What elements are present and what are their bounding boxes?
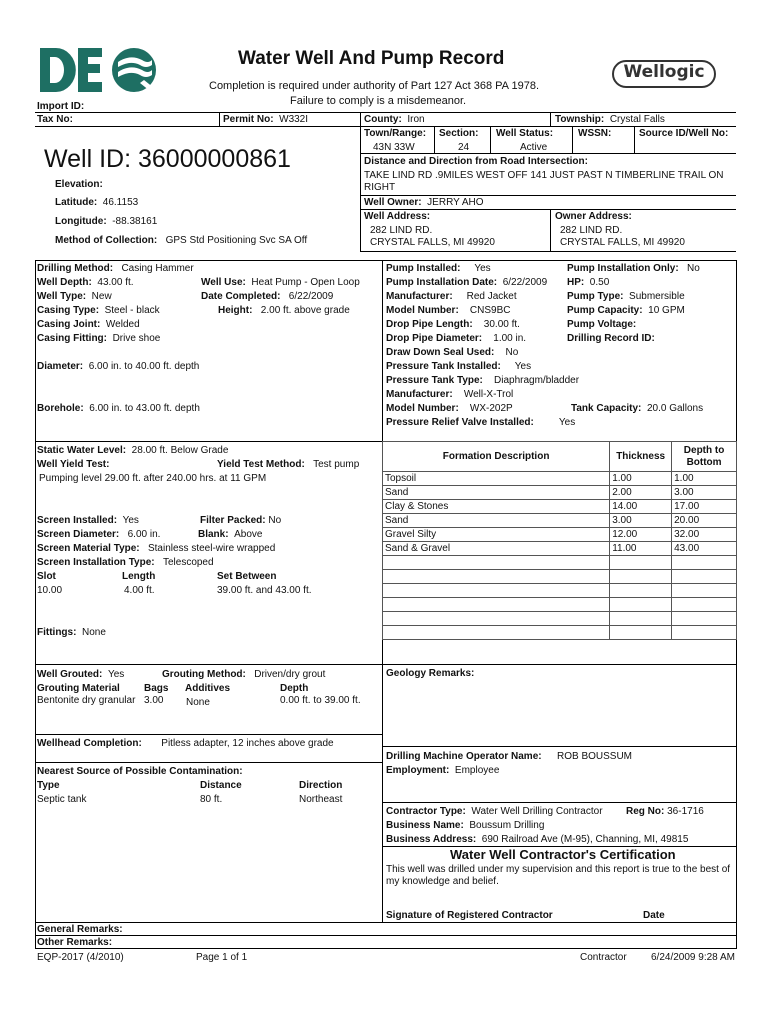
- certification-line2: my knowledge and belief.: [386, 876, 499, 887]
- formation-desc-cell: [383, 598, 610, 612]
- table-row: [383, 500, 737, 514]
- formation-desc-cell: Gravel Silty: [383, 528, 610, 542]
- static-water-level: Static Water Level: 28.00 ft. Below Grade: [37, 445, 229, 456]
- casing-joint: Casing Joint: Welded: [37, 319, 140, 330]
- source-id-label: Source ID/Well No:: [639, 128, 729, 139]
- contam-type-label: Type: [37, 780, 60, 791]
- relief-valve: Pressure Relief Valve Installed: Yes: [386, 417, 576, 428]
- length-label: Length: [122, 571, 156, 582]
- drop-pipe-length: Drop Pipe Length: 30.00 ft.: [386, 319, 520, 330]
- thickness-header: Thickness: [610, 442, 672, 472]
- owner-address-line2: CRYSTAL FALLS, MI 49920: [560, 237, 685, 248]
- latitude: Latitude: 46.1153: [55, 197, 139, 208]
- table-row: [383, 486, 737, 500]
- general-remarks-label: General Remarks:: [37, 924, 123, 935]
- borehole: Borehole: 6.00 in. to 43.00 ft. depth: [37, 403, 200, 414]
- table-row: [383, 584, 737, 598]
- formation-depth-cell: [672, 598, 737, 612]
- formation-thick-cell: [610, 570, 672, 584]
- contam-direction-value: Northeast: [299, 794, 343, 805]
- additives-value: None: [186, 697, 210, 708]
- casing-type: Casing Type: Steel - black: [37, 305, 160, 316]
- page-title: Water Well And Pump Record: [238, 48, 505, 69]
- formation-thick-cell: 3.00: [610, 514, 672, 528]
- table-row: [383, 542, 737, 556]
- date-label: Date: [643, 910, 665, 921]
- contam-distance-value: 80 ft.: [200, 794, 223, 805]
- contam-distance-label: Distance: [200, 780, 242, 791]
- longitude: Longitude: -88.38161: [55, 216, 158, 227]
- geology-remarks-label: Geology Remarks:: [386, 668, 475, 679]
- date-completed: Date Completed: 6/22/2009: [201, 291, 334, 302]
- tank-capacity: Tank Capacity: 20.0 Gallons: [571, 403, 704, 414]
- import-id-label: Import ID:: [37, 101, 85, 112]
- contractor-type: Contractor Type: Water Well Drilling Contractor: [386, 806, 603, 817]
- formation-table: [382, 441, 737, 640]
- grouting-material-value: Bentonite dry granular: [37, 695, 136, 706]
- table-row: [383, 528, 737, 542]
- section-value: 24: [458, 142, 470, 153]
- certification-line1: This well was drilled under my supervision and this report is true to the best of: [386, 864, 731, 875]
- well-owner: Well Owner: JERRY AHO: [364, 197, 484, 208]
- draw-down-seal: Draw Down Seal Used: No: [386, 347, 519, 358]
- formation-desc-cell: Topsoil: [383, 472, 610, 486]
- formation-desc-cell: Sand: [383, 514, 610, 528]
- table-row: [383, 626, 737, 640]
- form-id: EQP-2017 (4/2010): [37, 952, 124, 963]
- well-type: Well Type: New: [37, 291, 112, 302]
- drop-pipe-diameter: Drop Pipe Diameter: 1.00 in.: [386, 333, 527, 344]
- table-row: [383, 556, 737, 570]
- filter-packed: Filter Packed: No: [200, 515, 282, 526]
- operator-name: Drilling Machine Operator Name:: [386, 751, 542, 762]
- owner-address-label: Owner Address:: [555, 211, 632, 222]
- section-label: Section:: [439, 128, 479, 139]
- pump-capacity: Pump Capacity: 10 GPM: [567, 305, 685, 316]
- depth-label: Depth: [280, 683, 309, 694]
- formation-desc-cell: Clay & Stones: [383, 500, 610, 514]
- wellhead-completion: Wellhead Completion: Pitless adapter, 12 inches above grade: [37, 738, 334, 749]
- permit-no: Permit No: W332I: [223, 114, 309, 125]
- formation-desc-cell: [383, 556, 610, 570]
- pump-manufacturer: Manufacturer: Red Jacket: [386, 291, 517, 302]
- additives-label: Additives: [185, 683, 231, 694]
- tax-no-label: Tax No:: [37, 114, 73, 125]
- set-between-value: 39.00 ft. and 43.00 ft.: [217, 585, 312, 596]
- table-row: [383, 472, 737, 486]
- tank-manufacturer: Manufacturer: Well-X-Trol: [386, 389, 514, 400]
- table-row: [383, 598, 737, 612]
- distance-line1: TAKE LIND RD .9MILES WEST OFF 141 JUST PAST N TIMBERLINE TRAIL ON: [364, 170, 724, 181]
- depth-value: 0.00 ft. to 39.00 ft.: [280, 695, 361, 706]
- operator-value: ROB BOUSSUM: [557, 751, 633, 762]
- wellogic-logo: Wellogic: [612, 60, 716, 88]
- screen-material: Screen Material Type: Stainless steel-wire wrapped: [37, 543, 276, 554]
- pump-voltage-label: Pump Voltage:: [567, 319, 637, 330]
- screen-installation-type: Screen Installation Type: Telescoped: [37, 557, 214, 568]
- well-status-value: Active: [520, 142, 548, 153]
- other-remarks-label: Other Remarks:: [37, 937, 113, 948]
- formation-desc-cell: Sand & Gravel: [383, 542, 610, 556]
- town-range-value: 43N 33W: [373, 142, 415, 153]
- formation-desc-cell: [383, 626, 610, 640]
- employment: Employment: Employee: [386, 765, 500, 776]
- formation-desc-cell: Sand: [383, 486, 610, 500]
- table-row: [383, 570, 737, 584]
- pump-type: Pump Type: Submersible: [567, 291, 685, 302]
- formation-thick-cell: [610, 584, 672, 598]
- formation-depth-cell: 20.00: [672, 514, 737, 528]
- grouting-method: Grouting Method: Driven/dry grout: [162, 669, 326, 680]
- pressure-tank-installed: Pressure Tank Installed: Yes: [386, 361, 532, 372]
- formation-depth-cell: 3.00: [672, 486, 737, 500]
- signature-label: Signature of Registered Contractor: [386, 910, 553, 921]
- reg-no: Reg No: 36-1716: [626, 806, 704, 817]
- distance-label: Distance and Direction from Road Intersection:: [364, 156, 588, 167]
- pump-installation-only: Pump Installation Only: No: [567, 263, 700, 274]
- bags-value: 3.00: [144, 695, 164, 706]
- blank: Blank: Above: [198, 529, 263, 540]
- owner-address-line1: 282 LIND RD.: [560, 225, 623, 236]
- grouting-material-label: Grouting Material: [37, 683, 120, 694]
- well-status-label: Well Status:: [496, 128, 554, 139]
- formation-depth-cell: 1.00: [672, 472, 737, 486]
- formation-thick-cell: 2.00: [610, 486, 672, 500]
- method-of-collection: Method of Collection: GPS Std Positioning Svc SA Off: [55, 235, 308, 246]
- drilling-record-id-label: Drilling Record ID:: [567, 333, 655, 344]
- yield-test-method: Yield Test Method: Test pump: [217, 459, 360, 470]
- contamination-label: Nearest Source of Possible Contamination:: [37, 766, 243, 777]
- tank-model: Model Number: WX-202P: [386, 403, 513, 414]
- pumping-level: Pumping level 29.00 ft. after 240.00 hrs. at 11 GPM: [39, 473, 267, 484]
- business-name: Business Name: Boussum Drilling: [386, 820, 545, 831]
- timestamp: 6/24/2009 9:28 AM: [651, 952, 735, 963]
- height: Height: 2.00 ft. above grade: [218, 305, 350, 316]
- depth-header: Depth to Bottom: [672, 442, 737, 472]
- length-value: 4.00 ft.: [124, 585, 155, 596]
- screen-diameter: Screen Diameter: 6.00 in.: [37, 529, 161, 540]
- well-depth: Well Depth: 43.00 ft.: [37, 277, 134, 288]
- bags-label: Bags: [144, 683, 169, 694]
- formation-thick-cell: 14.00: [610, 500, 672, 514]
- formation-thick-cell: 11.00: [610, 542, 672, 556]
- slot-value: 10.00: [37, 585, 63, 596]
- formation-depth-cell: [672, 584, 737, 598]
- divider: [35, 112, 736, 113]
- formation-thick-cell: [610, 626, 672, 640]
- screen-installed: Screen Installed: Yes: [37, 515, 139, 526]
- set-between-label: Set Between: [217, 571, 277, 582]
- formation-depth-cell: [672, 626, 737, 640]
- authority-text: Completion is required under authority of Part 127 Act 368 PA 1978.: [209, 80, 539, 92]
- pump-installed: Pump Installed: Yes: [386, 263, 491, 274]
- formation-depth-cell: [672, 612, 737, 626]
- formation-thick-cell: [610, 556, 672, 570]
- town-range-label: Town/Range:: [364, 128, 427, 139]
- certification-title: Water Well Contractor's Certification: [450, 847, 676, 862]
- formation-thick-cell: 12.00: [610, 528, 672, 542]
- pump-model: Model Number: CNS9BC: [386, 305, 511, 316]
- formation-depth-cell: 43.00: [672, 542, 737, 556]
- formation-depth-cell: [672, 556, 737, 570]
- page-number: Page 1 of 1: [196, 952, 248, 963]
- well-address-line2: CRYSTAL FALLS, MI 49920: [370, 237, 495, 248]
- county: County: Iron: [364, 114, 425, 125]
- formation-depth-cell: 17.00: [672, 500, 737, 514]
- formation-depth-cell: 32.00: [672, 528, 737, 542]
- wssn-label: WSSN:: [578, 128, 612, 139]
- casing-fitting: Casing Fitting: Drive shoe: [37, 333, 161, 344]
- table-row: [383, 612, 737, 626]
- well-id: Well ID: 36000000861: [44, 145, 291, 173]
- elevation-label: Elevation:: [55, 179, 103, 190]
- penalty-text: Failure to comply is a misdemeanor.: [290, 95, 467, 107]
- well-address-label: Well Address:: [364, 211, 431, 222]
- pump-installation-date: Pump Installation Date: 6/22/2009: [386, 277, 548, 288]
- role: Contractor: [580, 952, 627, 963]
- business-address: Business Address: 690 Railroad Ave (M-95), Channing, MI, 49815: [386, 834, 689, 845]
- contam-direction-label: Direction: [299, 780, 343, 791]
- formation-thick-cell: 1.00: [610, 472, 672, 486]
- formation-thick-cell: [610, 598, 672, 612]
- formation-desc-cell: [383, 584, 610, 598]
- well-yield-test-label: Well Yield Test:: [37, 459, 110, 470]
- well-use: Well Use: Heat Pump - Open Loop: [201, 277, 360, 288]
- table-row: [383, 514, 737, 528]
- well-grouted: Well Grouted: Yes: [37, 669, 125, 680]
- slot-label: Slot: [37, 571, 56, 582]
- pressure-tank-type: Pressure Tank Type: Diaphragm/bladder: [386, 375, 580, 386]
- formation-desc-cell: [383, 612, 610, 626]
- fittings: Fittings: None: [37, 627, 106, 638]
- hp: HP: 0.50: [567, 277, 610, 288]
- formation-desc-header: Formation Description: [383, 442, 610, 472]
- well-address-line1: 282 LIND RD.: [370, 225, 433, 236]
- deq-logo: [38, 44, 163, 96]
- formation-depth-cell: [672, 570, 737, 584]
- township: Township: Crystal Falls: [555, 114, 665, 125]
- contam-type-value: Septic tank: [37, 794, 87, 805]
- formation-thick-cell: [610, 612, 672, 626]
- diameter: Diameter: 6.00 in. to 40.00 ft. depth: [37, 361, 200, 372]
- distance-line2: RIGHT: [364, 182, 396, 193]
- drilling-method: Drilling Method: Casing Hammer: [37, 263, 194, 274]
- formation-desc-cell: [383, 570, 610, 584]
